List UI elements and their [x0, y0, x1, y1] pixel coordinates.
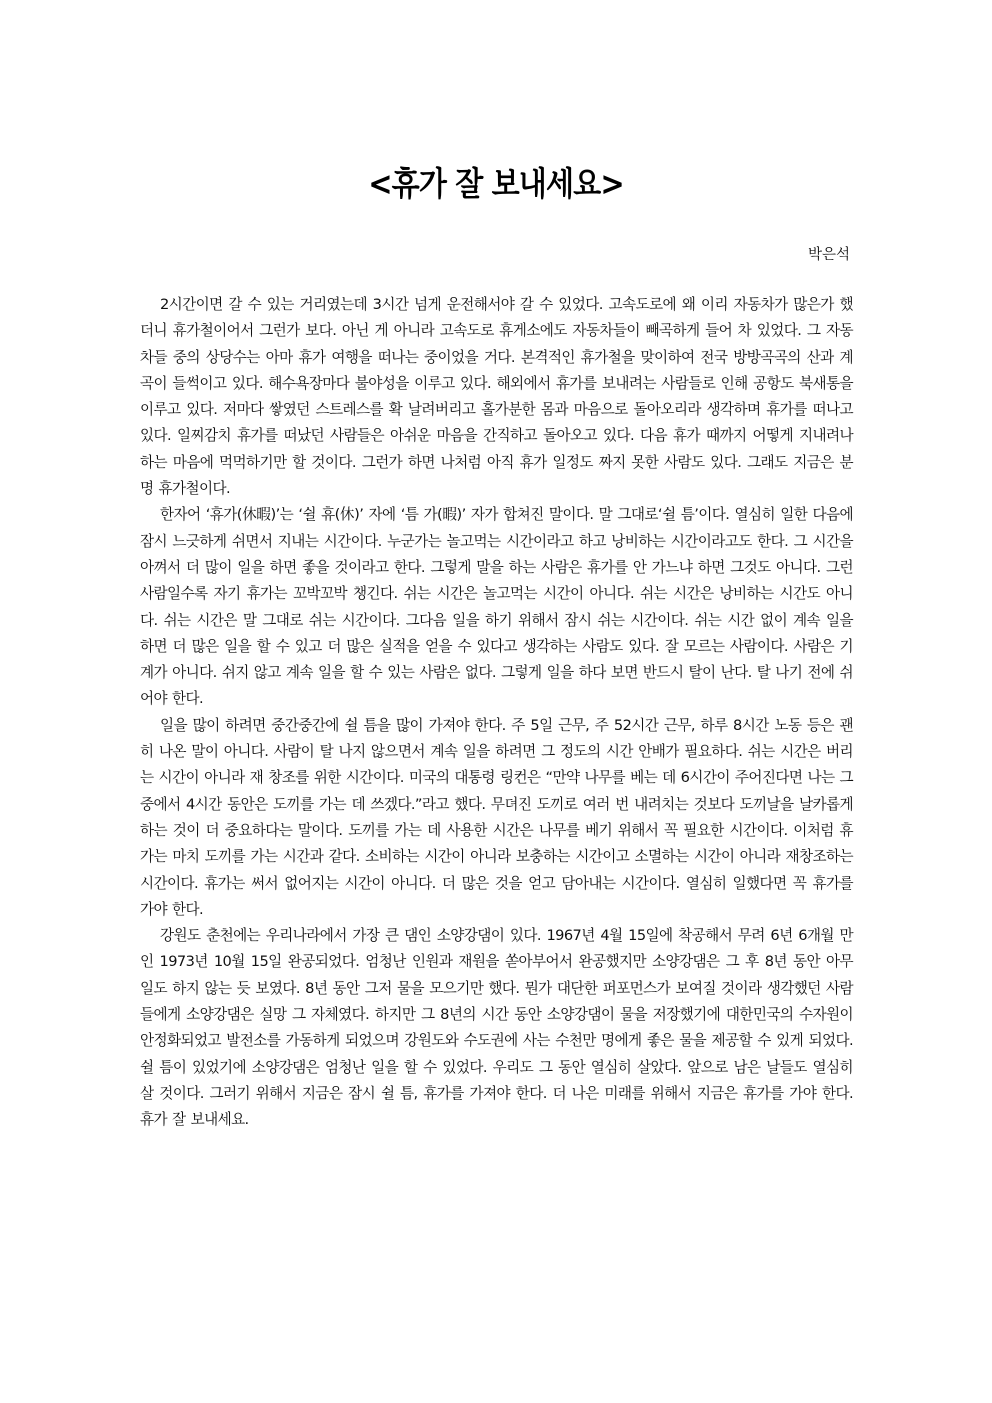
document-author: 박은석: [807, 247, 850, 263]
document-body: [140, 292, 853, 1134]
paragraph-4: 강원도 춘천에는 우리나라에서 가장 큰 댐인 소양강댐이 있다. 1967년 4월 15일에 착공해서 무려 6년 6개월 만인 1973년 10월 15일 완공되었다. 엄청난 인원과 재원을 쏟아부어서 완공했지만 소양강댐은 그 후 8년 동안 아무 일도 하지 않는 듯 보였다. 8년 동안 그저 물을 모으기만 했다. 뭔가 대단한 퍼포먼스가 보여질 것이라 생각했던 사람들에게 소양강댐은 실망 그 자체였다. 하지만 그 8년의 시간 동안 소양강댐이 물을 저장했기에 대한민국의 수자원이 안정화되었고 발전소를 가동하게 되었으며 강원도와 수도권에 사는 수천만 명에게 좋은 물을 제공할 수 있게 되었다. 쉴 틈이 있었기에 소양강댐은 엄청난 일을 할 수 있었다. 우리도 그 동안 열심히 살았다. 앞으로 남은 날들도 열심히 살 것이다. 그러기 위해서 지금은 잠시 쉴 틈, 휴가를 가져야 한다. 더 나은 미래를 위해서 지금은 휴가를 가야 한다. 휴가 잘 보내세요.: [140, 927, 853, 1129]
paragraph-1: 2시간이면 갈 수 있는 거리였는데 3시간 넘게 운전해서야 갈 수 있었다. 고속도로에 왜 이리 자동차가 많은가 했더니 휴가철이어서 그런가 보다. 아닌 게 아니라 고속도로 휴게소에도 자동차들이 빼곡하게 들어 차 있었다. 그 자동차들 중의 상당수는 아마 휴가 여행을 떠나는 중이었을 거다. 본격적인 휴가철을 맞이하여 전국 방방곡곡의 산과 계곡이 들썩이고 있다. 해수욕장마다 불야성을 이루고 있다. 해외에서 휴가를 보내려는 사람들로 인해 공항도 북새통을 이루고 있다. 저마다 쌓였던 스트레스를 확 날려버리고 홀가분한 몸과 마음으로 돌아오리라 생각하며 휴가를 떠나고 있다. 일찌감치 휴가를 떠났던 사람들은 아쉬운 마음을 간직하고 돌아오고 있다. 다음 휴가 때까지 어떻게 지내려나 하는 마음에 먹먹하기만 할 것이다. 그런가 하면 나처럼 아직 휴가 일정도 짜지 못한 사람도 있다. 그래도 지금은 분명 휴가철이다.: [140, 296, 854, 498]
paragraph-3: 일을 많이 하려면 중간중간에 쉴 틈을 많이 가져야 한다. 주 5일 근무, 주 52시간 근무, 하루 8시간 노동 등은 괜히 나온 말이 아니다. 사람이 탈 나지 않으면서 계속 일을 하려면 그 정도의 시간 안배가 필요하다. 쉬는 시간은 버리는 시간이 아니라 재 창조를 위한 시간이다. 미국의 대통령 링컨은 “만약 나무를 베는 데 6시간이 주어진다면 나는 그중에서 4시간 동안은 도끼를 가는 데 쓰겠다.”라고 했다. 무뎌진 도끼로 여러 번 내려치는 것보다 도끼날을 날카롭게 하는 것이 더 중요하다는 말이다. 도끼를 가는 데 사용한 시간은 나무를 베기 위해서 꼭 필요한 시간이다. 이처럼 휴가는 마치 도끼를 가는 시간과 같다. 소비하는 시간이 아니라 보충하는 시간이고 소멸하는 시간이 아니라 재창조하는 시간이다. 휴가는 써서 없어지는 시간이 아니다. 더 많은 것을 얻고 담아내는 시간이다. 열심히 일했다면 꼭 휴가를 가야 한다.: [140, 716, 853, 918]
paragraph-2: 한자어 ‘휴가(休暇)’는 ‘쉴 휴(休)’ 자에 ‘틈 가(暇)’ 자가 합쳐진 말이다. 말 그대로‘쉴 틈’이다. 열심히 일한 다음에 잠시 느긋하게 쉬면서 지내는 시간이다. 누군가는 놀고먹는 시간이라고 하고 낭비하는 시간이라고도 한다. 그 시간을 아껴서 더 많이 일을 하면 좋을 것이라고 한다. 그렇게 말을 하는 사람은 휴가를 안 가느냐 하면 그것도 아니다. 그런 사람일수록 자기 휴가는 꼬박꼬박 챙긴다. 쉬는 시간은 놀고먹는 시간이 아니다. 쉬는 시간은 낭비하는 시간도 아니다. 쉬는 시간은 말 그대로 쉬는 시간이다. 그다음 일을 하기 위해서 잠시 쉬는 시간이다. 쉬는 시간 없이 계속 일을 하면 더 많은 일을 할 수 있고 더 많은 실적을 얻을 수 있다고 생각하는 사람도 있다. 잘 모르는 사람이다. 사람은 기계가 아니다. 쉬지 않고 계속 일을 할 수 있는 사람은 없다. 그렇게 일을 하다 보면 반드시 탈이 난다. 탈 나기 전에 쉬어야 한다.: [140, 506, 853, 708]
document-title: <휴가 잘 보내세요>: [368, 164, 624, 203]
